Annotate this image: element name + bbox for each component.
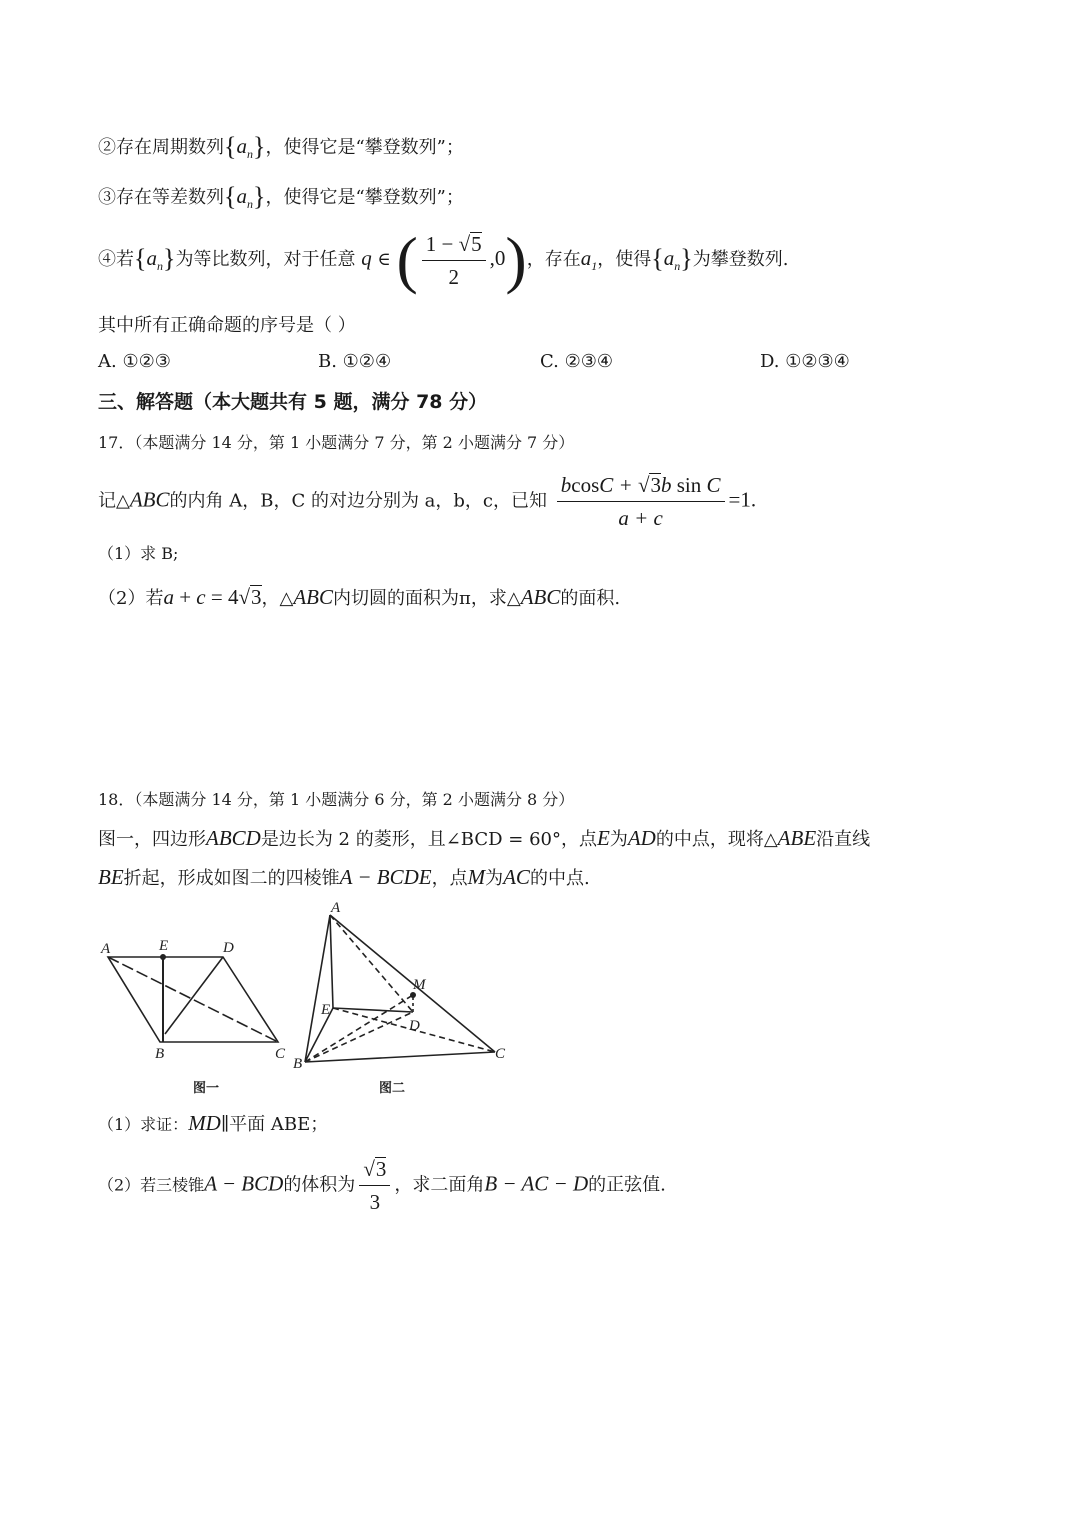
option-a: A. ①②③: [98, 351, 171, 372]
caption-fig2: 图二: [379, 1081, 406, 1096]
q17-part1: （1）求 B;: [98, 544, 179, 563]
label-m-fig2: M: [413, 977, 426, 993]
option-d: D. ①②③④: [760, 351, 850, 372]
figure-1-rhombus: [108, 957, 278, 1042]
label-b-fig1: B: [155, 1046, 165, 1062]
fraction-1-minus-root5-over-2: $\frac{1 - √5}{2}$: [422, 231, 486, 290]
q18-part1: （1）求证：MD∥平面 ABE；: [98, 1111, 329, 1135]
label-d-fig1: D: [223, 940, 234, 956]
figure-2-pyramid: [305, 915, 495, 1062]
label-e-fig2: E: [321, 1002, 331, 1018]
label-a-fig1: A: [101, 941, 111, 957]
option-b: B. ①②④: [318, 351, 392, 372]
root3-over-3: $\frac{√3}{3}$: [359, 1156, 390, 1215]
q17-header: 17．（本题满分 14 分，第 1 小题满分 7 分，第 2 小题满分 7 分）: [98, 433, 575, 452]
label-c-fig2: C: [495, 1046, 506, 1062]
item-4: ④若$\{a_n\}$为等比数列，对于任意 q ∈ ( $\frac{1 - √5}{2}$ ,0)，存在$a_1$，使得$\{a_n\}$为攀登数列.: [98, 224, 789, 295]
q18-header: 18．（本题满分 14 分，第 1 小题满分 6 分，第 2 小题满分 8 分）: [98, 790, 575, 809]
q18-figures: [95, 900, 535, 1100]
q18-line1: 图一，四边形ABCD是边长为 2 的菱形，且∠BCD = 60°，点E为AD的中点，现将△ABE沿直线: [98, 826, 871, 850]
q17-stem: 记△ABC的内角 A，B，C 的对边分别为 a，b，c，已知 $\frac{\text{bcosC + √3b sin C}}{a + c}$ =1.: [98, 473, 757, 530]
caption-fig1: 图一: [193, 1081, 220, 1096]
q16-prompt: 其中所有正确命题的序号是（ ）: [98, 315, 356, 336]
item-3: ③存在等差数列$\{a_n\}$，使得它是“攀登数列”；: [98, 182, 464, 212]
q18-part2: （2）若三棱锥A − BCD的体积为 $\frac{√3}{3}$ ，求二面角B − AC − D的正弦值.: [98, 1157, 666, 1214]
item-2: ②存在周期数列$\{a_n\}$，使得它是“攀登数列”；: [98, 132, 464, 162]
point-e-fig1: [160, 954, 166, 960]
label-b-fig2: B: [293, 1056, 303, 1072]
q17-fraction: $\frac{\text{bcosC + √3b sin C}}{a + c}$: [557, 472, 725, 531]
label-e-fig1: E: [159, 938, 169, 954]
q18-line2: BE折起，形成如图二的四棱锥A − BCDE，点M为AC的中点.: [98, 865, 590, 889]
label-c-fig1: C: [275, 1046, 286, 1062]
label-d-fig2: D: [409, 1018, 420, 1034]
section-heading: 三、解答题（本大题共有 5 题，满分 78 分）: [98, 391, 488, 413]
label-a-fig2: A: [331, 900, 341, 916]
q17-part2: （2）若a + c = 4√3，△ABC内切圆的面积为π，求△ABC的面积.: [98, 585, 621, 609]
option-c: C. ②③④: [540, 351, 613, 372]
